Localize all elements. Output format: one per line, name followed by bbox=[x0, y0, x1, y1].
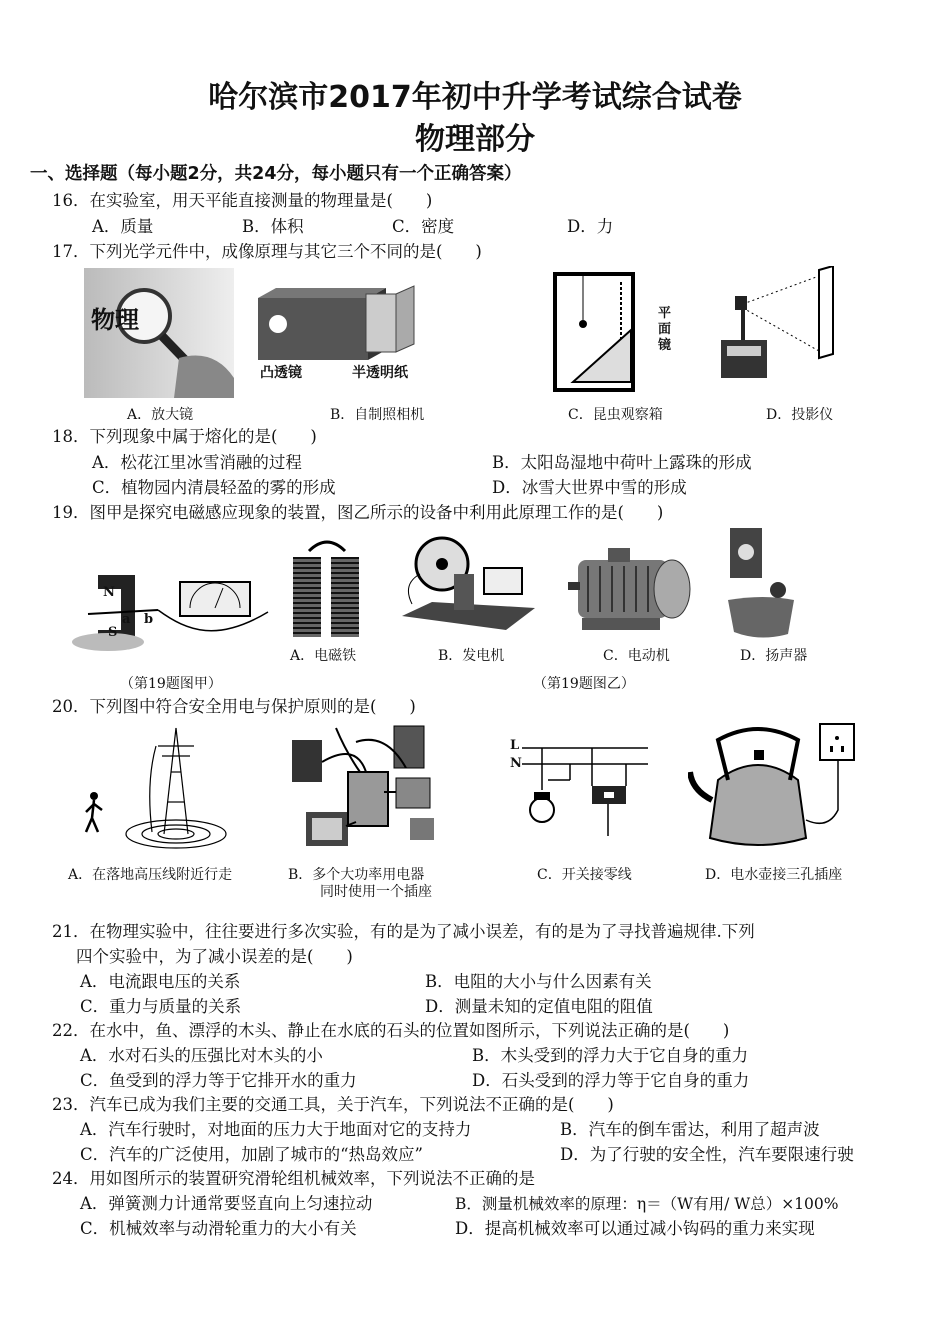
wire-a-label: a bbox=[122, 612, 131, 627]
convex-lens-label: 凸透镜 bbox=[260, 365, 302, 381]
q24-option-b: B．测量机械效率的原理：η＝（W有用/ W总）×100% bbox=[455, 1195, 839, 1213]
high-voltage-tower-figure bbox=[76, 722, 228, 852]
plane-mirror-label: 平 面 镜 bbox=[658, 306, 672, 353]
q20-option-c: C．开关接零线 bbox=[537, 867, 632, 883]
insect-box-figure bbox=[553, 272, 643, 392]
q20-option-b-line1: B．多个大功率用电器 bbox=[288, 867, 425, 883]
q18-option-a: A．松花江里冰雪消融的过程 bbox=[92, 453, 302, 472]
q22-option-a: A．水对石头的压强比对木头的小 bbox=[80, 1046, 323, 1065]
page-title: 哈尔滨市2017年初中升学考试综合试卷 bbox=[208, 80, 742, 115]
q21-option-a: A．电流跟电压的关系 bbox=[80, 972, 241, 991]
q20-stem: 20．下列图中符合安全用电与保护原则的是( ) bbox=[52, 697, 416, 716]
overloaded-socket-figure bbox=[286, 722, 442, 850]
q19-option-a: A．电磁铁 bbox=[290, 648, 357, 664]
q21-option-c: C．重力与质量的关系 bbox=[80, 997, 242, 1016]
q23-option-d: D．为了行驶的安全性，汽车要限速行驶 bbox=[560, 1145, 854, 1164]
q19-option-c: C．电动机 bbox=[603, 648, 670, 664]
q16-option-a: A．质量 bbox=[92, 217, 154, 236]
q22-option-d: D．石头受到的浮力等于它自身的重力 bbox=[472, 1071, 750, 1090]
induction-apparatus-figure bbox=[68, 562, 273, 652]
neutral-wire-label: N bbox=[510, 756, 522, 771]
fig19-yi-caption: （第19题图乙） bbox=[533, 676, 635, 692]
q19-stem: 19．图甲是探究电磁感应现象的装置，图乙所示的设备中利用此原理工作的是( ) bbox=[52, 503, 664, 522]
q24-option-c: C．机械效率与动滑轮重力的大小有关 bbox=[80, 1219, 357, 1238]
q17-option-d: D．投影仪 bbox=[766, 407, 834, 423]
q20-option-a: A．在落地高压线附近行走 bbox=[68, 867, 233, 883]
projector-figure bbox=[715, 266, 840, 386]
q24-option-d: D．提高机械效率可以通过减小钩码的重力来实现 bbox=[455, 1219, 815, 1238]
q16-option-d: D．力 bbox=[567, 217, 614, 236]
q18-option-b: B．太阳岛湿地中荷叶上露珠的形成 bbox=[492, 453, 752, 472]
q22-option-b: B．木头受到的浮力大于它自身的重力 bbox=[472, 1046, 749, 1065]
q16-option-c: C．密度 bbox=[392, 217, 455, 236]
q21-option-b: B．电阻的大小与什么因素有关 bbox=[425, 972, 652, 991]
translucent-paper-label: 半透明纸 bbox=[352, 365, 408, 381]
q17-option-c: C．昆虫观察箱 bbox=[568, 407, 663, 423]
generator-figure bbox=[402, 534, 535, 639]
wire-b-label: b bbox=[144, 612, 154, 627]
q17-option-b: B．自制照相机 bbox=[330, 407, 425, 423]
q21-stem-line2: 四个实验中，为了减小误差的是( ) bbox=[76, 947, 353, 966]
switch-wiring-figure bbox=[508, 740, 650, 840]
q17-option-a: A．放大镜 bbox=[127, 407, 194, 423]
electric-kettle-figure bbox=[688, 720, 868, 852]
page-subtitle: 物理部分 bbox=[415, 122, 535, 157]
magnifier-word: 物理 bbox=[91, 306, 139, 334]
south-pole-label: S bbox=[108, 625, 118, 640]
section-heading: 一、选择题（每小题2分，共24分，每小题只有一个正确答案） bbox=[30, 164, 522, 184]
loudspeaker-figure bbox=[724, 524, 800, 642]
electromagnet-figure bbox=[287, 537, 367, 641]
pinhole-camera-figure bbox=[258, 284, 418, 364]
q19-option-b: B．发电机 bbox=[438, 648, 505, 664]
electric-motor-figure bbox=[568, 542, 698, 637]
q22-option-c: C．鱼受到的浮力等于它排开水的重力 bbox=[80, 1071, 357, 1090]
q22-stem: 22．在水中，鱼、漂浮的木头、静止在水底的石头的位置如图所示，下列说法正确的是( ) bbox=[52, 1021, 730, 1040]
q19-option-d: D．扬声器 bbox=[740, 648, 808, 664]
fig19-jia-caption: （第19题图甲） bbox=[120, 676, 222, 692]
q16-option-b: B．体积 bbox=[242, 217, 304, 236]
q23-option-a: A．汽车行驶时，对地面的压力大于地面对它的支持力 bbox=[80, 1120, 472, 1139]
q21-option-d: D．测量未知的定值电阻的阻值 bbox=[425, 997, 653, 1016]
q18-stem: 18．下列现象中属于熔化的是( ) bbox=[52, 427, 317, 446]
q23-option-c: C．汽车的广泛使用，加剧了城市的“热岛效应” bbox=[80, 1145, 423, 1164]
q23-stem: 23．汽车已成为我们主要的交通工具，关于汽车，下列说法不正确的是( ) bbox=[52, 1095, 614, 1114]
q23-option-b: B．汽车的倒车雷达，利用了超声波 bbox=[560, 1120, 820, 1139]
q20-option-b-line2: 同时使用一个插座 bbox=[320, 884, 432, 900]
q16-stem: 16．在实验室，用天平能直接测量的物理量是( ) bbox=[52, 191, 433, 210]
q18-option-d: D．冰雪大世界中雪的形成 bbox=[492, 478, 687, 497]
q20-option-d: D．电水壶接三孔插座 bbox=[705, 867, 843, 883]
q17-stem: 17．下列光学元件中，成像原理与其它三个不同的是( ) bbox=[52, 242, 482, 261]
q21-stem-line1: 21．在物理实验中，往往要进行多次实验，有的是为了减小误差，有的是为了寻找普遍规律.下列 bbox=[52, 922, 755, 941]
q24-stem: 24．用如图所示的装置研究滑轮组机械效率，下列说法不正确的是 bbox=[52, 1169, 535, 1188]
live-wire-label: L bbox=[510, 738, 520, 753]
q24-option-a: A．弹簧测力计通常要竖直向上匀速拉动 bbox=[80, 1194, 373, 1213]
north-pole-label: N bbox=[103, 585, 115, 600]
q18-option-c: C．植物园内清晨轻盈的雾的形成 bbox=[92, 478, 336, 497]
